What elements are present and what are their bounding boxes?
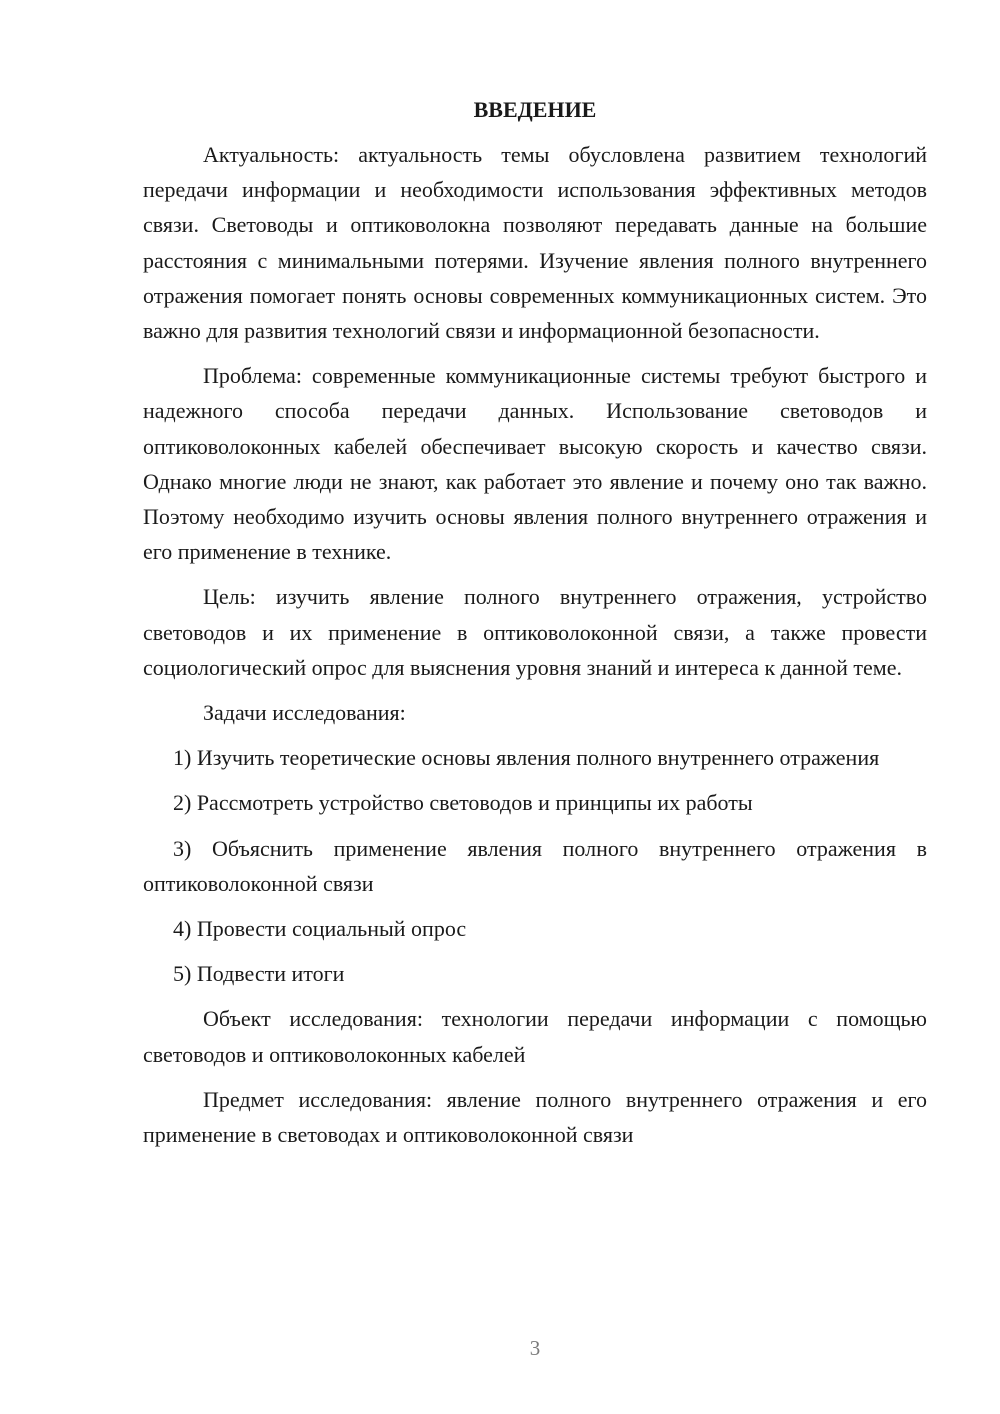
problem-paragraph: Проблема: современные коммуникационные системы требуют быстрого и надежного способа передачи данных. Использование световодов и оптиковолоконных кабелей обеспечивает высокую скорость и качество связи. Однако многие люди не знают, как работает это явление и почему оно так важно. Поэтому необходимо изучить основы явления полного внутреннего отражения и его применение в технике. <box>143 363 927 565</box>
subject-paragraph: Предмет исследования: явление полного внутреннего отражения и его применение в световодах и оптиковолоконной связи <box>143 1086 927 1148</box>
section-heading: ВВЕДЕНИЕ <box>473 97 597 122</box>
task-item: 1) Изучить теоретические основы явления полного внутреннего отражения <box>173 745 880 771</box>
tasks-intro: Задачи исследования: <box>203 700 406 726</box>
task-item: 5) Подвести итоги <box>173 961 345 987</box>
task-item: 3) Объяснить применение явления полного внутреннего отражения в оптиковолоконной связи <box>143 835 927 896</box>
task-item: 2) Рассмотреть устройство световодов и принципы их работы <box>173 790 753 816</box>
tasks-list <box>143 740 927 991</box>
object-paragraph: Объект исследования: технологии передачи информации с помощью световодов и оптиковолоконных кабелей <box>143 1006 927 1067</box>
page-number: 3 <box>529 1336 541 1360</box>
relevance-paragraph: Актуальность: актуальность темы обусловлена развитием технологий передачи информации и необходимости использования эффективных методов связи. Световоды и оптиковолокна позволяют передавать данные на большие расстояния с минимальными потерями. Изучение явления полного внутреннего отражения помогает понять основы современных коммуникационных систем. Это важно для развития технологий связи и информационной безопасности. <box>143 142 927 344</box>
goal-paragraph: Цель: изучить явление полного внутреннего отражения, устройство световодов и их применение в оптиковолоконной связи, а также провести социологический опрос для выяснения уровня знаний и интереса к данной теме. <box>143 584 927 680</box>
page-content <box>143 94 927 1152</box>
task-item: 4) Провести социальный опрос <box>173 916 467 942</box>
